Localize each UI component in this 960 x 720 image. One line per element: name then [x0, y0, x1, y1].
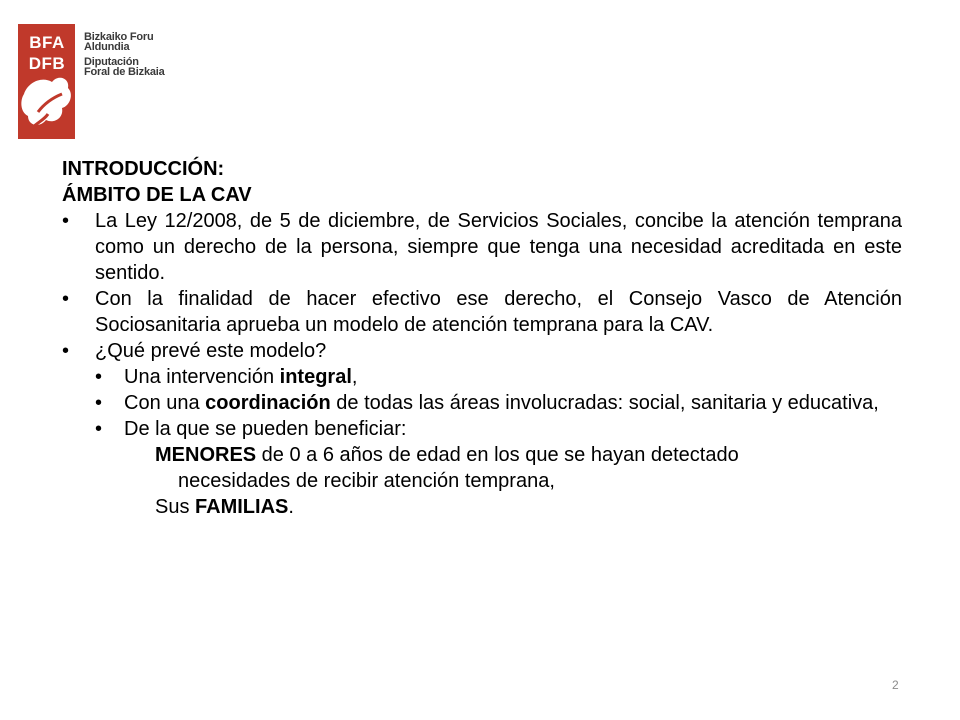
beneficiary-text-post: . [288, 496, 294, 518]
bullet-text: La Ley 12/2008, de 5 de diciembre, de Servicios Sociales, concibe la atención temprana como un derecho de la persona, siempre que tenga una necesidad acreditada en este sentido. [95, 210, 902, 284]
sub-bullet-item [62, 390, 902, 416]
logo-line-3: Diputación [84, 56, 139, 68]
logo-line-2: Aldundia [84, 41, 130, 53]
bullet-dot: • [62, 340, 70, 362]
bullet-text: ¿Qué prevé este modelo? [95, 340, 327, 362]
sub-bullet-emphasis: integral [279, 366, 352, 388]
bullet-item [62, 208, 902, 286]
bullet-text: Con la finalidad de hacer efectivo ese derecho, el Consejo Vasco de Atención Sociosanitaria aprueba un modelo de atención temprana para la CAV. [95, 288, 902, 336]
bullet-dot: • [95, 418, 103, 440]
slide-heading-intro: INTRODUCCIÓN: [62, 158, 225, 180]
bullet-dot: • [62, 288, 70, 310]
sub-bullet-text: De la que se pueden beneficiar: [124, 418, 407, 440]
bullet-dot: • [95, 392, 103, 414]
sub-bullet-text-post: de todas las áreas involucradas: social, sanitaria y educativa, [330, 392, 879, 414]
beneficiary-familias [62, 494, 902, 520]
slide-body [62, 156, 902, 520]
sub-bullet-item [62, 416, 902, 442]
beneficiary-menores [62, 442, 902, 468]
sub-bullet-text-pre: Con una [124, 392, 206, 414]
slide-heading-scope: ÁMBITO DE LA CAV [62, 184, 252, 206]
sub-bullet-text-pre: Una intervención [124, 366, 280, 388]
logo-line-4: Foral de Bizkaia [84, 66, 165, 78]
sub-bullet-item [62, 364, 902, 390]
beneficiary-label: MENORES [155, 444, 257, 466]
sub-bullet-text-post: , [351, 366, 358, 388]
logo-line-1: Bizkaiko Foru [84, 31, 154, 43]
bullet-item [62, 338, 902, 364]
beneficiary-text: de 0 a 6 años de edad en los que se hayan detectado [256, 444, 739, 466]
beneficiary-label: FAMILIAS [195, 496, 289, 518]
bullet-item [62, 286, 902, 338]
logo-abbr-bfa: BFA [29, 33, 65, 52]
logo-abbr-dfb: DFB [28, 54, 66, 73]
page-number: 2 [892, 678, 899, 692]
bullet-dot: • [95, 366, 103, 388]
beneficiary-menores-continued: necesidades de recibir atención temprana, [178, 470, 555, 492]
bullet-dot: • [62, 210, 70, 232]
sub-bullet-emphasis: coordinación [205, 392, 331, 414]
bfa-dfb-logo [18, 24, 178, 144]
beneficiary-text-pre: Sus [155, 496, 196, 518]
